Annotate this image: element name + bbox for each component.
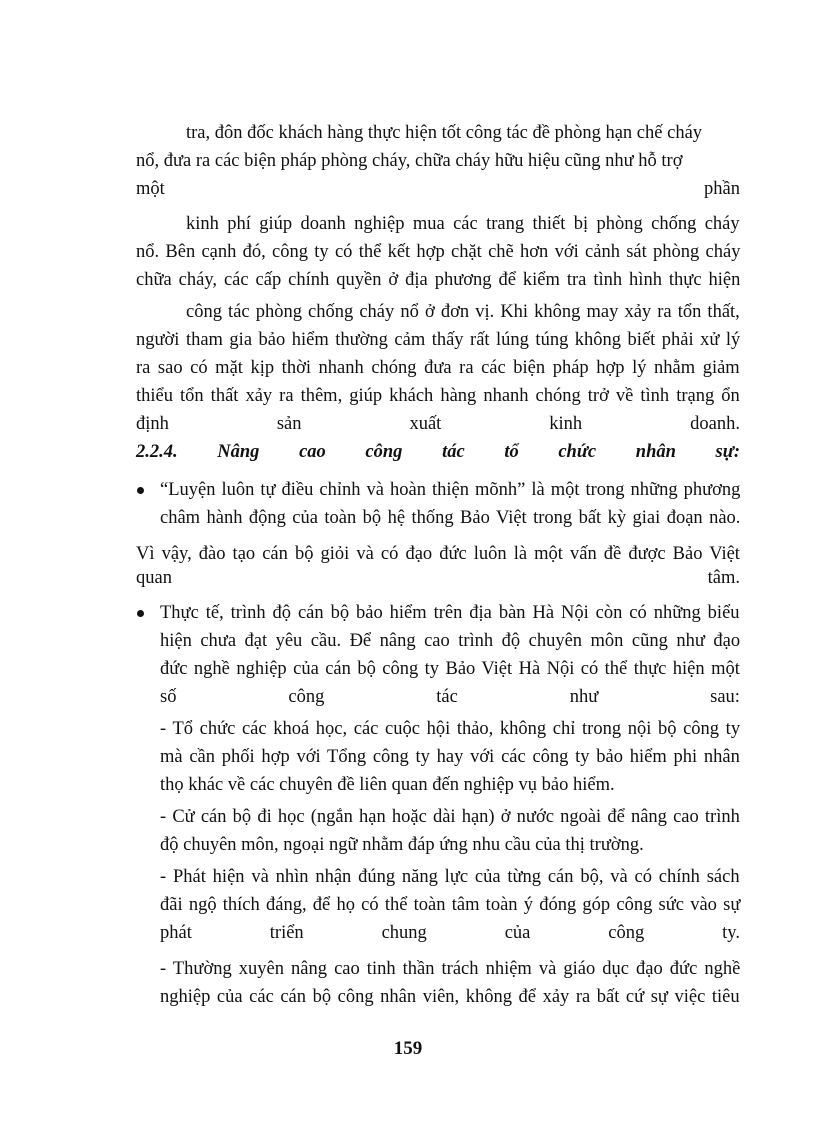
heading-word: tổ	[504, 442, 519, 462]
word: chung	[381, 923, 427, 943]
item2-line1: - Cử cán bộ đi học (ngắn hạn hoặc dài hạn) ở nước ngoài để nâng cao trình	[160, 807, 740, 827]
bullet-icon	[137, 487, 144, 494]
bullet2-line3: đức nghề nghiệp của cán bộ công ty Bảo Việt Hà Nội có thể thực hiện một	[160, 659, 740, 679]
heading-word: sự:	[715, 442, 740, 462]
item1-line2: mà cần phối hợp với Tổng công ty hay với các công ty bảo hiểm phi nhân	[160, 747, 740, 767]
item1-line3: thọ khác về các chuyên đề liên quan đến nghiệp vụ bảo hiểm.	[160, 775, 615, 795]
bullet-icon	[137, 610, 144, 617]
word: như	[569, 687, 599, 707]
section-heading	[136, 438, 740, 466]
item2-line2: độ chuyên môn, ngoại ngữ nhằm đáp ứng nhu cầu của thị trường.	[160, 835, 644, 855]
bullet2-line4	[160, 683, 740, 711]
bullet1-line1: “Luyện luôn tự điều chỉnh và hoàn thiện mõnh” là một trong những phương	[160, 480, 741, 500]
paragraph2-line3: chữa cháy, các cấp chính quyền ở địa phương để kiểm tra tình hình thực hiện	[136, 270, 741, 290]
word: xuất	[409, 414, 442, 434]
word: doanh.	[690, 414, 740, 434]
paragraph3-line3: ra sao có mặt kịp thời nhanh chóng đưa ra các biện pháp hợp lý nhằm giảm	[136, 358, 740, 378]
heading-word: công	[365, 442, 403, 462]
item3-line2: đãi ngộ thích đáng, để họ có thể toàn tâm toàn ý đóng góp công sức vào sự	[160, 895, 741, 915]
word: một	[136, 179, 165, 199]
paragraph3-line2: người tham gia bảo hiểm thường cảm thấy rất lúng túng không biết phải xử lý	[136, 330, 741, 350]
item3-line1: - Phát hiện và nhìn nhận đúng năng lực của từng cán bộ, và có chính sách	[160, 867, 740, 887]
paragraph2-line2: nổ. Bên cạnh đó, công ty có thể kết hợp chặt chẽ hơn với cảnh sát phòng cháy	[136, 242, 741, 262]
word: quan	[136, 568, 172, 588]
word: định	[136, 414, 169, 434]
item4-line2: nghiệp của các cán bộ công nhân viên, không để xảy ra bất cứ sự việc tiêu	[160, 987, 740, 1007]
page-number: 159	[393, 1038, 423, 1059]
heading-word: nhân	[635, 442, 676, 462]
bullet2-line2: hiện chưa đạt yêu cầu. Để nâng cao trình độ chuyên môn cũng như đạo	[160, 631, 741, 651]
paragraph1-line2: nổ, đưa ra các biện pháp phòng cháy, chữa cháy hữu hiệu cũng như hỗ trợ	[136, 151, 683, 171]
bullet2-line1: Thực tế, trình độ cán bộ bảo hiểm trên địa bàn Hà Nội còn có những biểu	[160, 603, 740, 623]
paragraph4-line2	[136, 564, 740, 592]
heading-word: chức	[558, 442, 597, 462]
item1-line1: - Tổ chức các khoá học, các cuộc hội thảo, không chỉ trong nội bộ công ty	[160, 719, 741, 739]
word: công	[288, 687, 325, 707]
word: kinh	[549, 414, 583, 434]
paragraph3-line4: thiểu tổn thất xảy ra thêm, giúp khách hàng nhanh chóng trở về tình trạng ổn	[136, 386, 740, 406]
heading-word: Nâng	[217, 442, 260, 462]
word: của	[504, 923, 531, 943]
bullet1-line2: châm hành động của toàn bộ hệ thống Bảo Việt trong bất kỳ giai đoạn nào.	[160, 508, 741, 528]
word: công	[608, 923, 645, 943]
heading-word: tác	[442, 442, 465, 462]
word: triển	[269, 923, 304, 943]
item3-line3	[160, 919, 740, 947]
word: số	[160, 687, 177, 707]
item4-line1: - Thường xuyên nâng cao tinh thần trách nhiệm và giáo dục đạo đức nghề	[160, 959, 741, 979]
paragraph3-line1: công tác phòng chống cháy nổ ở đơn vị. Khi không may xảy ra tổn thất,	[186, 302, 740, 322]
word: tác	[436, 687, 458, 707]
paragraph1-line3	[136, 175, 740, 203]
word: phát	[160, 923, 192, 943]
paragraph3-line5	[136, 410, 740, 438]
word: ty.	[722, 923, 740, 943]
heading-word: 2.2.4.	[136, 442, 178, 462]
word: tâm.	[707, 568, 740, 588]
heading-word: cao	[299, 442, 326, 462]
paragraph1-line1: tra, đôn đốc khách hàng thực hiện tốt công tác đề phòng hạn chế cháy	[186, 123, 703, 143]
word: sản	[276, 414, 302, 434]
paragraph2-line1: kinh phí giúp doanh nghiệp mua các trang thiết bị phòng chống cháy	[186, 214, 740, 234]
paragraph4-line1: Vì vậy, đào tạo cán bộ giỏi và có đạo đức luôn là một vấn đề được Bảo Việt	[136, 544, 740, 564]
word: sau:	[710, 687, 740, 707]
word: phần	[704, 179, 740, 199]
